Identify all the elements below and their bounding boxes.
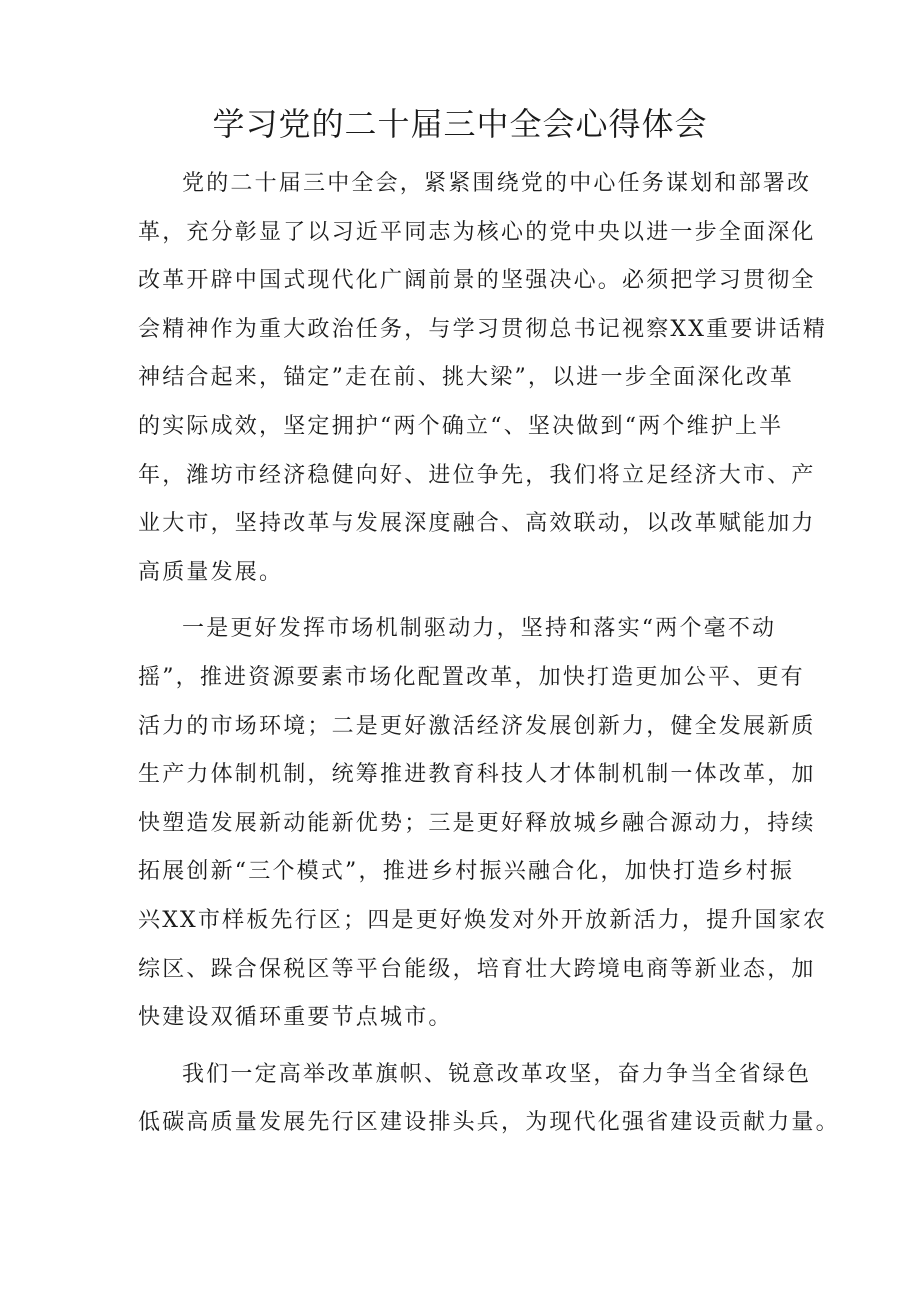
- paragraph-line: 会精神作为重大政治任务，与学习贯彻总书记视察XX重要讲话精: [138, 316, 828, 342]
- paragraph-line: 低碳高质量发展先行区建设排头兵，为现代化强省建设贡献力量。: [138, 1110, 840, 1136]
- paragraph-line: 革，充分彰显了以习近平同志为核心的党中央以进一步全面深化: [138, 219, 816, 245]
- paragraph-line: 综区、跺合保税区等平台能级，培育壮大跨境电商等新业态，加: [138, 956, 816, 982]
- paragraph-line: 业大市，坚持改革与发展深度融合、高效联动，以改革赋能加力: [138, 511, 816, 537]
- paragraph-line: 摇”，推进资源要素市场化配置改革，加快打造更加公平、更有: [138, 664, 805, 690]
- paragraph-line: 神结合起来，锚定”走在前、挑大梁”，以进一步全面深化改革: [138, 365, 795, 391]
- paragraph-line: 拓展创新“三个模式”，推进乡村振兴融合化，加快打造乡村振: [138, 859, 795, 885]
- paragraph-line: 的实际成效，坚定拥护“两个确立“、坚决做到“两个维护上半: [138, 413, 784, 439]
- paragraph-2: [138, 605, 828, 1042]
- paragraph-line: 党的二十届三中全会，紧紧围绕党的中心任务谋划和部署改: [182, 171, 812, 196]
- paragraph-1: [138, 160, 828, 597]
- paragraph-line: 快塑造发展新动能新优势；三是更好释放城乡融合源动力，持续: [138, 810, 816, 836]
- paragraph-line: 兴XX市样板先行区；四是更好焕发对外开放新活力，提升国家农: [138, 907, 828, 933]
- document-title: 学习党的二十届三中全会心得体会: [212, 105, 708, 143]
- paragraph-line: 年，潍坊市经济稳健向好、进位争先，我们将立足经济大市、产: [138, 462, 816, 488]
- paragraph-line: 高质量发展。: [138, 559, 284, 585]
- paragraph-line: 快建设双循环重要节点城市。: [138, 1005, 453, 1031]
- paragraph-line: 一是更好发挥市场机制驱动力，坚持和落实“两个毫不动: [182, 616, 777, 642]
- paragraph-line: 活力的市场环境；二是更好激活经济发展创新力，健全发展新质: [138, 713, 816, 739]
- document-body: [138, 160, 840, 1156]
- paragraph-line: 我们一定高举改革旗帜、锐意改革攻坚，奋力争当全省绿色: [182, 1061, 812, 1087]
- paragraph-line: 改革开辟中国式现代化广阔前景的坚强决心。必须把学习贯彻全: [138, 268, 816, 294]
- paragraph-line: 生产力体制机制，统筹推进教育科技人才体制机制一体改革，加: [138, 762, 816, 788]
- paragraph-3: [138, 1051, 840, 1148]
